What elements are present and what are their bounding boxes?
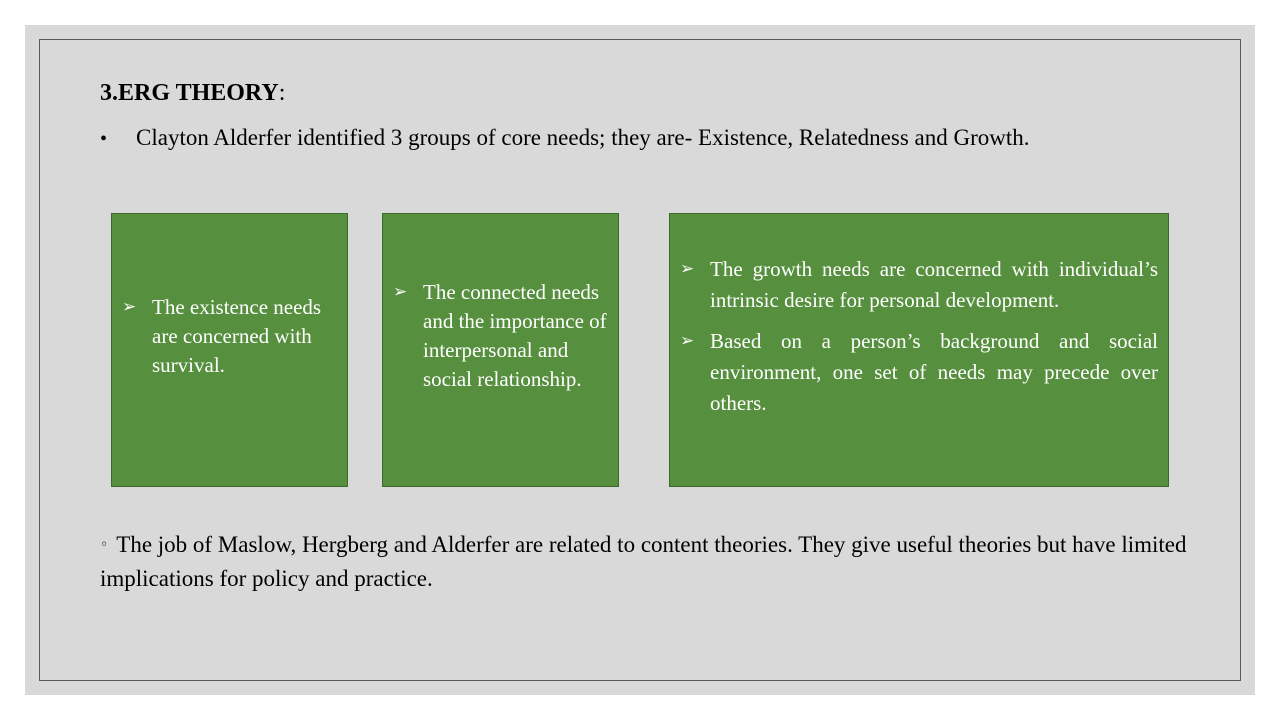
bullet-dot-icon: • bbox=[100, 128, 108, 150]
existence-box bbox=[111, 213, 348, 487]
intro-bullet-line bbox=[100, 125, 1030, 151]
relatedness-item bbox=[383, 278, 618, 394]
title-suffix: : bbox=[278, 80, 286, 106]
growth-box bbox=[669, 213, 1169, 487]
closing-text: The job of Maslow, Hergberg and Alderfer are related to content theories. They give useful theories but have limited implications for policy and practice. bbox=[100, 532, 1187, 591]
background-item bbox=[670, 326, 1158, 419]
slide-title bbox=[100, 80, 285, 107]
arrow-bullet-icon: ➢ bbox=[680, 259, 695, 279]
growth-item bbox=[670, 254, 1158, 316]
background-text: Based on a person’s background and social environment, one set of needs may precede over others. bbox=[710, 329, 1158, 415]
slide bbox=[25, 25, 1255, 695]
relatedness-text: The connected needs and the importance of interpersonal and social relationship. bbox=[423, 280, 607, 391]
title-bold: 3.ERG THEORY bbox=[100, 80, 279, 106]
growth-text: The growth needs are concerned with individual’s intrinsic desire for personal development. bbox=[710, 257, 1158, 312]
arrow-bullet-icon: ➢ bbox=[393, 282, 408, 302]
arrow-bullet-icon: ➢ bbox=[680, 331, 695, 351]
closing-paragraph bbox=[100, 528, 1200, 596]
existence-text: The existence needs are concerned with survival. bbox=[152, 295, 322, 377]
arrow-bullet-icon: ➢ bbox=[122, 297, 137, 317]
circle-bullet-icon: ◦ bbox=[100, 537, 109, 553]
relatedness-box bbox=[382, 213, 619, 487]
intro-text: Clayton Alderfer identified 3 groups of core needs; they are- Existence, Relatedness and Growth. bbox=[136, 125, 1030, 150]
existence-item bbox=[112, 293, 347, 380]
